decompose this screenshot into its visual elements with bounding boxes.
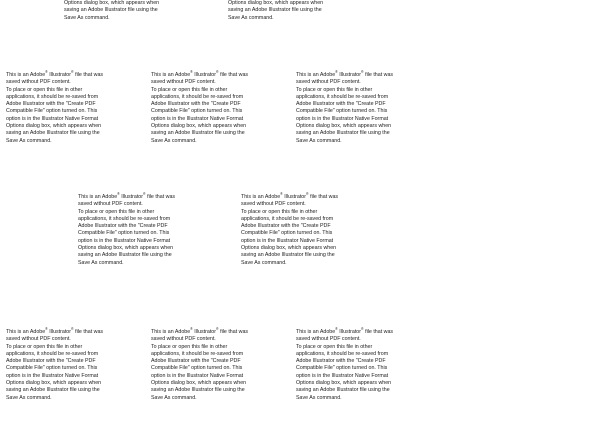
notice-line-7: option is in the Illustrator Native Format: [6, 115, 99, 122]
notice-line-3: To place or open this file in other: [296, 343, 373, 350]
notice-line-5: Adobe Illustrator with the "Create PDF: [78, 223, 168, 230]
notice-line-7: option is in the Illustrator Native Format: [151, 372, 244, 379]
notice-line-9: saving an Adobe Illustrator file using the: [296, 130, 390, 137]
notice-line-10: Save As command.: [6, 137, 52, 144]
notice-line-8: Options dialog box, which appears when: [151, 380, 247, 387]
notice-line-4: applications, it should be re-saved from: [296, 350, 389, 357]
notice-line-9: saving an Adobe Illustrator file using the: [6, 130, 100, 137]
notice-line-2: saved without PDF content.: [6, 79, 71, 86]
notice-line-7: option is in the Illustrator Native Format: [6, 372, 99, 379]
notice-line-1: This is an Adobe® Illustrator® file that was: [6, 70, 104, 78]
registered-mark: ®: [45, 70, 48, 75]
notice-line-6: Compatible File" option turned on. This: [6, 365, 98, 372]
notice-line-4: applications, it should be re-saved from: [241, 215, 334, 222]
fragment-line: Options dialog box, which appears when: [228, 0, 324, 6]
registered-mark: ®: [71, 327, 74, 332]
notice-block-row2-col1: [78, 194, 186, 267]
notice-line-1: This is an Adobe® Illustrator® file that was: [6, 327, 104, 335]
notice-block-row3-col2: [151, 329, 259, 402]
notice-line-2: saved without PDF content.: [151, 336, 216, 343]
notice-line-10: Save As command.: [241, 259, 287, 266]
registered-mark: ®: [117, 192, 120, 197]
notice-line-1: This is an Adobe® Illustrator® file that was: [78, 192, 176, 200]
notice-line-9: saving an Adobe Illustrator file using the: [151, 130, 245, 137]
notice-line-5: Adobe Illustrator with the "Create PDF: [151, 101, 241, 108]
registered-mark: ®: [361, 70, 364, 75]
notice-line-6: Compatible File" option turned on. This: [151, 365, 243, 372]
notice-line-3: To place or open this file in other: [296, 86, 373, 93]
notice-line-6: Compatible File" option turned on. This: [151, 108, 243, 115]
notice-block-row3-col1: [6, 329, 114, 402]
notice-line-8: Options dialog box, which appears when: [6, 123, 102, 130]
notice-fragment-2: [228, 0, 336, 22]
notice-line-5: Adobe Illustrator with the "Create PDF: [241, 223, 331, 230]
notice-line-10: Save As command.: [78, 259, 124, 266]
notice-line-2: saved without PDF content.: [296, 79, 361, 86]
notice-line-1: This is an Adobe® Illustrator® file that was: [151, 70, 249, 78]
registered-mark: ®: [190, 70, 193, 75]
notice-line-1: This is an Adobe® Illustrator® file that was: [241, 192, 339, 200]
registered-mark: ®: [335, 70, 338, 75]
notice-line-6: Compatible File" option turned on. This: [78, 230, 170, 237]
notice-line-7: option is in the Illustrator Native Format: [296, 372, 389, 379]
registered-mark: ®: [361, 327, 364, 332]
notice-line-8: Options dialog box, which appears when: [78, 245, 174, 252]
notice-line-7: option is in the Illustrator Native Format: [151, 115, 244, 122]
notice-line-10: Save As command.: [6, 394, 52, 401]
notice-line-3: To place or open this file in other: [241, 208, 318, 215]
notice-line-7: option is in the Illustrator Native Format: [78, 237, 171, 244]
notice-line-3: To place or open this file in other: [6, 86, 83, 93]
notice-line-6: Compatible File" option turned on. This: [296, 108, 388, 115]
fragment-line: saving an Adobe Illustrator file using the: [64, 7, 158, 14]
notice-line-5: Adobe Illustrator with the "Create PDF: [6, 101, 96, 108]
notice-line-5: Adobe Illustrator with the "Create PDF: [6, 358, 96, 365]
notice-line-2: saved without PDF content.: [151, 79, 216, 86]
notice-line-10: Save As command.: [296, 394, 342, 401]
notice-line-10: Save As command.: [151, 394, 197, 401]
notice-line-8: Options dialog box, which appears when: [6, 380, 102, 387]
registered-mark: ®: [71, 70, 74, 75]
fragment-line: saving an Adobe Illustrator file using the: [228, 7, 322, 14]
registered-mark: ®: [216, 70, 219, 75]
notice-block-row1-col2: [151, 72, 259, 145]
notice-block-row1-col1: [6, 72, 114, 145]
notice-line-6: Compatible File" option turned on. This: [241, 230, 333, 237]
notice-line-5: Adobe Illustrator with the "Create PDF: [151, 358, 241, 365]
notice-line-4: applications, it should be re-saved from: [151, 93, 244, 100]
notice-line-7: option is in the Illustrator Native Format: [241, 237, 334, 244]
notice-line-6: Compatible File" option turned on. This: [6, 108, 98, 115]
notice-line-9: saving an Adobe Illustrator file using the: [78, 252, 172, 259]
notice-line-1: This is an Adobe® Illustrator® file that was: [296, 327, 394, 335]
notice-line-1: This is an Adobe® Illustrator® file that was: [151, 327, 249, 335]
notice-line-6: Compatible File" option turned on. This: [296, 365, 388, 372]
notice-line-3: To place or open this file in other: [151, 86, 228, 93]
notice-line-4: applications, it should be re-saved from: [296, 93, 389, 100]
fragment-line: Save As command.: [64, 14, 110, 21]
notice-line-4: applications, it should be re-saved from: [6, 350, 99, 357]
notice-line-9: saving an Adobe Illustrator file using the: [241, 252, 335, 259]
fragment-line: Options dialog box, which appears when: [64, 0, 160, 6]
notice-line-9: saving an Adobe Illustrator file using the: [151, 387, 245, 394]
notice-line-8: Options dialog box, which appears when: [296, 123, 392, 130]
notice-line-1: This is an Adobe® Illustrator® file that was: [296, 70, 394, 78]
registered-mark: ®: [143, 192, 146, 197]
fragment-line: Save As command.: [228, 14, 274, 21]
notice-block-row3-col3: [296, 329, 404, 402]
notice-line-4: applications, it should be re-saved from: [151, 350, 244, 357]
notice-line-4: applications, it should be re-saved from: [6, 93, 99, 100]
notice-line-8: Options dialog box, which appears when: [151, 123, 247, 130]
notice-line-9: saving an Adobe Illustrator file using the: [6, 387, 100, 394]
notice-line-3: To place or open this file in other: [151, 343, 228, 350]
notice-line-10: Save As command.: [151, 137, 197, 144]
notice-fragment-1: [64, 0, 172, 22]
notice-line-7: option is in the Illustrator Native Format: [296, 115, 389, 122]
notice-line-8: Options dialog box, which appears when: [241, 245, 337, 252]
notice-line-2: saved without PDF content.: [241, 201, 306, 208]
registered-mark: ®: [306, 192, 309, 197]
notice-block-row1-col3: [296, 72, 404, 145]
notice-line-5: Adobe Illustrator with the "Create PDF: [296, 358, 386, 365]
notice-block-row2-col2: [241, 194, 349, 267]
notice-line-2: saved without PDF content.: [78, 201, 143, 208]
notice-line-2: saved without PDF content.: [296, 336, 361, 343]
registered-mark: ®: [216, 327, 219, 332]
registered-mark: ®: [190, 327, 193, 332]
notice-line-3: To place or open this file in other: [78, 208, 155, 215]
notice-line-9: saving an Adobe Illustrator file using the: [296, 387, 390, 394]
registered-mark: ®: [280, 192, 283, 197]
notice-line-8: Options dialog box, which appears when: [296, 380, 392, 387]
notice-line-5: Adobe Illustrator with the "Create PDF: [296, 101, 386, 108]
registered-mark: ®: [335, 327, 338, 332]
notice-line-2: saved without PDF content.: [6, 336, 71, 343]
notice-line-3: To place or open this file in other: [6, 343, 83, 350]
notice-line-10: Save As command.: [296, 137, 342, 144]
notice-line-4: applications, it should be re-saved from: [78, 215, 171, 222]
registered-mark: ®: [45, 327, 48, 332]
